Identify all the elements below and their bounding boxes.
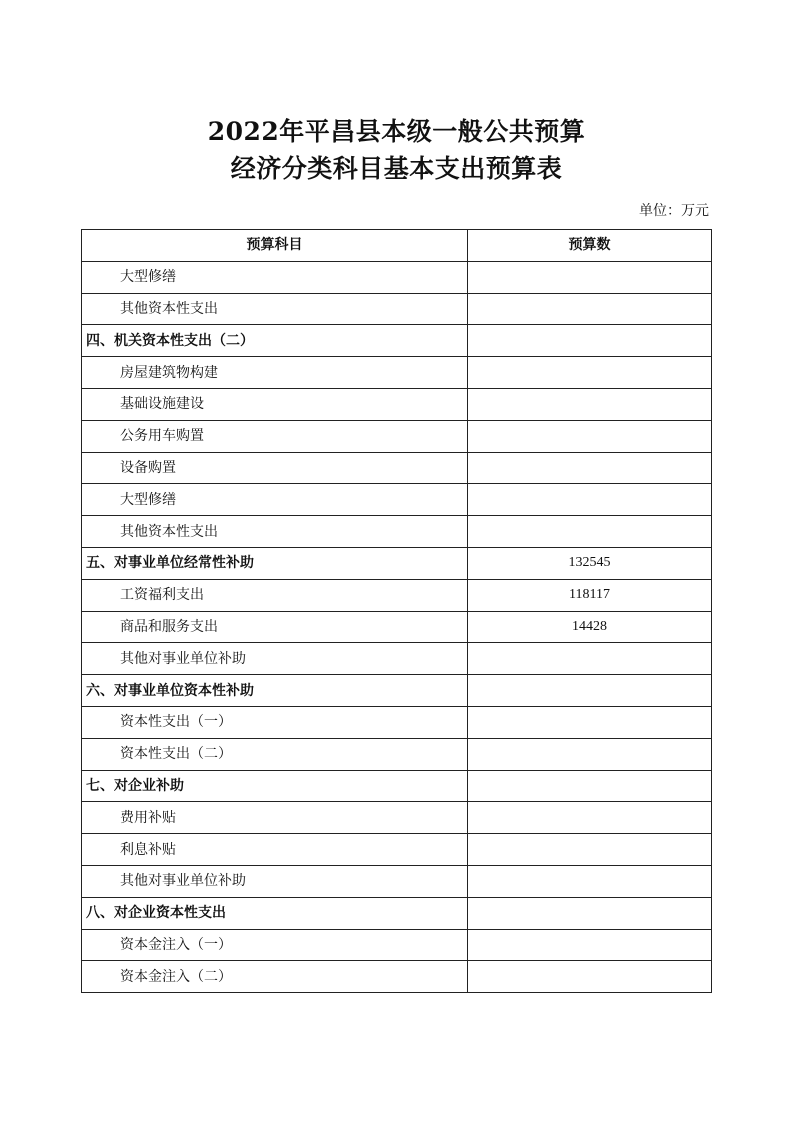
budget-amount [468, 293, 712, 325]
table-row [82, 579, 712, 611]
budget-amount [468, 643, 712, 675]
item-name: 利息补贴 [82, 834, 468, 866]
budget-amount [468, 802, 712, 834]
table-row [82, 452, 712, 484]
item-name: 资本性支出（二） [82, 738, 468, 770]
budget-amount [468, 738, 712, 770]
table-row [82, 484, 712, 516]
budget-amount [468, 388, 712, 420]
budget-amount [468, 516, 712, 548]
budget-amount [468, 420, 712, 452]
document-title-line1: 2022年平昌县本级一般公共预算 [207, 117, 586, 146]
table-row [82, 420, 712, 452]
budget-amount [468, 865, 712, 897]
table-row [82, 865, 712, 897]
table-row [82, 706, 712, 738]
budget-amount [468, 929, 712, 961]
item-name: 设备购置 [82, 452, 468, 484]
item-name: 其他对事业单位补助 [82, 643, 468, 675]
category-row [82, 325, 712, 357]
category-name: 六、对事业单位资本性补助 [82, 675, 468, 707]
budget-amount [468, 357, 712, 389]
budget-amount [468, 961, 712, 993]
category-row [82, 770, 712, 802]
budget-amount [468, 675, 712, 707]
budget-table [81, 229, 712, 993]
category-name: 七、对企业补助 [82, 770, 468, 802]
budget-amount [468, 325, 712, 357]
table-row [82, 611, 712, 643]
category-name: 四、机关资本性支出（二） [82, 325, 468, 357]
item-name: 其他对事业单位补助 [82, 865, 468, 897]
item-name: 费用补贴 [82, 802, 468, 834]
table-header-row [82, 230, 712, 262]
budget-amount: 118117 [468, 579, 712, 611]
table-row [82, 293, 712, 325]
category-row [82, 675, 712, 707]
budget-amount: 132545 [468, 547, 712, 579]
header-budget-amount: 预算数 [468, 230, 712, 262]
budget-amount [468, 834, 712, 866]
budget-amount [468, 261, 712, 293]
document-title-line2: 经济分类科目基本支出预算表 [230, 154, 563, 183]
item-name: 大型修缮 [82, 484, 468, 516]
item-name: 工资福利支出 [82, 579, 468, 611]
budget-amount [468, 770, 712, 802]
budget-amount [468, 897, 712, 929]
category-name: 八、对企业资本性支出 [82, 897, 468, 929]
item-name: 资本金注入（一） [82, 929, 468, 961]
table-body [82, 261, 712, 992]
table-row [82, 929, 712, 961]
item-name: 其他资本性支出 [82, 516, 468, 548]
budget-amount [468, 706, 712, 738]
table-row [82, 357, 712, 389]
category-row [82, 897, 712, 929]
item-name: 基础设施建设 [82, 388, 468, 420]
table-row [82, 738, 712, 770]
table-row [82, 961, 712, 993]
budget-amount [468, 484, 712, 516]
item-name: 公务用车购置 [82, 420, 468, 452]
item-name: 资本性支出（一） [82, 706, 468, 738]
item-name: 商品和服务支出 [82, 611, 468, 643]
budget-amount: 14428 [468, 611, 712, 643]
category-name: 五、对事业单位经常性补助 [82, 547, 468, 579]
table-row [82, 802, 712, 834]
table-row [82, 516, 712, 548]
category-row [82, 547, 712, 579]
item-name: 资本金注入（二） [82, 961, 468, 993]
table-row [82, 388, 712, 420]
budget-amount [468, 452, 712, 484]
header-budget-item: 预算科目 [82, 230, 468, 262]
item-name: 大型修缮 [82, 261, 468, 293]
table-row [82, 834, 712, 866]
item-name: 房屋建筑物构建 [82, 357, 468, 389]
item-name: 其他资本性支出 [82, 293, 468, 325]
table-row [82, 643, 712, 675]
table-row [82, 261, 712, 293]
unit-label: 单位：万元 [639, 203, 709, 219]
